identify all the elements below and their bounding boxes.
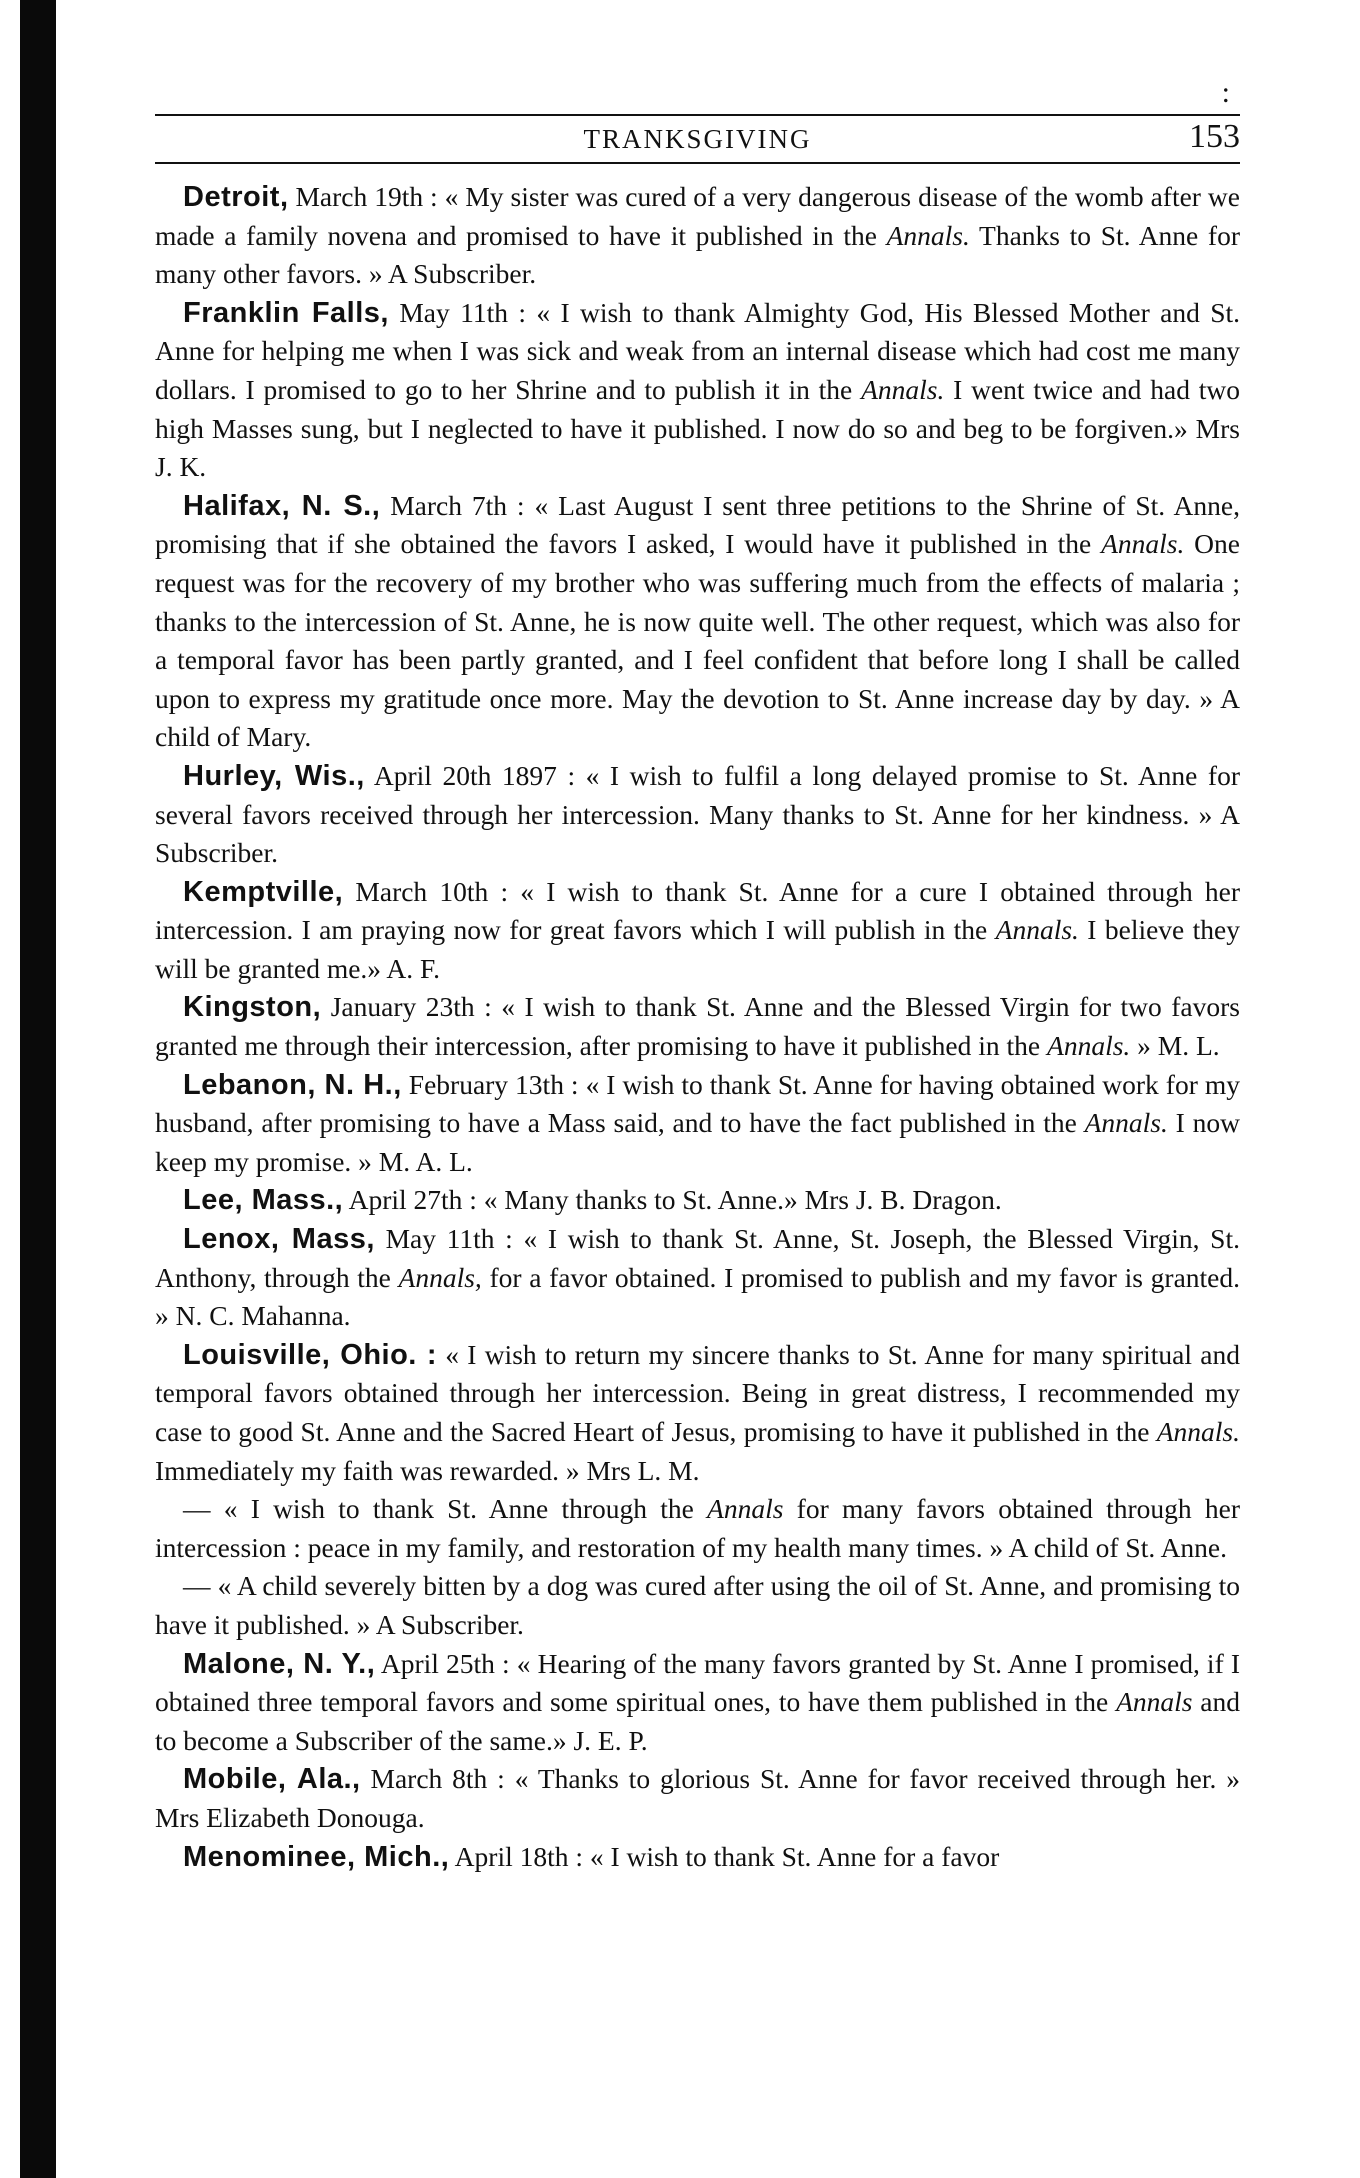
thanksgiving-entry	[155, 1490, 1240, 1567]
entry-place: Detroit,	[183, 181, 289, 213]
thanksgiving-entry	[155, 178, 1240, 294]
entry-place: Halifax, N. S.,	[183, 489, 381, 522]
entry-text: May 11th : « I wish to thank St. Anne, St. Joseph, the Blessed Virgin, St. Anthony, through the	[155, 1223, 1240, 1293]
entry-text: May 11th : « I wish to thank Almighty God, His Blessed Mother and St. Anne for helping me when I was sick and weak from an internal disease which had cost me many dollars. I promised to go to her Shrine and to publish it in the	[155, 296, 1240, 405]
journal-title: Annals.	[1084, 1107, 1168, 1139]
journal-title: Annals.	[1156, 1416, 1240, 1447]
entry-text: April 27th : « Many thanks to St. Anne.» Mrs J. B. Dragon.	[343, 1184, 1002, 1216]
entry-place: Menominee, Mich.,	[183, 1840, 450, 1873]
header-rule-bottom	[155, 162, 1240, 164]
thanksgiving-entry	[155, 1760, 1240, 1837]
journal-title: Annals.	[1101, 528, 1185, 560]
entry-text: I now keep my promise. » M. A. L.	[155, 1107, 1240, 1177]
entry-text: and to become a Subscriber of the same.» J. E. P.	[155, 1686, 1240, 1756]
entry-text: — « A child severely bitten by a dog was cured after using the oil of St. Anne, and promising to have it published. » A Subscriber.	[155, 1570, 1240, 1640]
entry-text: I went twice and had two high Masses sung, but I neglected to have it published. I now do so and beg to be forgiven.» Mrs J. K.	[155, 373, 1240, 483]
entry-place: Franklin Falls,	[183, 296, 389, 329]
entry-text: February 13th : « I wish to thank St. Anne for having obtained work for my husband, after promising to have a Mass said, and to have the fact published in the	[155, 1068, 1240, 1139]
entry-text: I believe they will be granted me.» A. F.	[155, 914, 1240, 984]
page-number: 153	[1189, 118, 1240, 155]
entry-place: Louisville, Ohio. :	[183, 1338, 437, 1371]
entry-text: April 20th 1897 : « I wish to fulfil a long delayed promise to St. Anne for several favors received through her intercession. Many thanks to St. Anne for her kindness. » A Subscriber.	[155, 759, 1240, 869]
entry-place: Lebanon, N. H.,	[183, 1068, 402, 1101]
entry-text: April 18th : « I wish to thank St. Anne for a favor	[449, 1840, 1000, 1872]
book-page	[155, 70, 1240, 1876]
entry-place: Hurley, Wis.,	[183, 759, 365, 792]
thanksgiving-entry	[155, 1645, 1240, 1761]
journal-title: Annals.	[886, 219, 970, 251]
entry-text: Thanks to St. Anne for many other favors. » A Subscriber.	[155, 219, 1240, 290]
entry-text: « I wish to return my sincere thanks to St. Anne for many spiritual and temporal favors obtained through her intercession. Being in great distress, I recommended my case to good St. Anne and the Sacred Heart of Jesus, promising to have it published in the	[155, 1338, 1240, 1447]
entry-text: for many favors obtained through her intercession : peace in my family, and restoration of my health many times. » A child of St. Anne.	[155, 1493, 1240, 1563]
thanksgiving-entry	[155, 1567, 1240, 1644]
entry-place: Kemptville,	[183, 875, 344, 908]
entry-text: — « I wish to thank St. Anne through the	[183, 1493, 708, 1525]
entry-text: » M. L.	[1130, 1030, 1220, 1062]
entry-place: Malone, N. Y.,	[183, 1647, 376, 1680]
entries-list	[155, 178, 1240, 1876]
journal-title: Annals.	[995, 914, 1079, 946]
entry-place: Lee, Mass.,	[183, 1184, 344, 1217]
thanksgiving-entry	[155, 757, 1240, 873]
running-head	[155, 116, 1240, 162]
thanksgiving-entry	[155, 1336, 1240, 1490]
entry-place: Mobile, Ala.,	[183, 1763, 361, 1796]
thanksgiving-entry	[155, 294, 1240, 487]
entry-text: for a favor obtained. I promised to publish and my favor is granted. » N. C. Mahanna.	[155, 1261, 1241, 1332]
entry-text: March 7th : « Last August I sent three petitions to the Shrine of St. Anne, promising that if she obtained the favors I asked, I would have it published in the	[155, 489, 1240, 560]
journal-title: Annals.	[1047, 1030, 1131, 1062]
thanksgiving-entry	[155, 1066, 1240, 1182]
entry-text: March 19th : « My sister was cured of a very dangerous disease of the womb after we made a family novena and promised to have it published in the	[155, 181, 1240, 251]
thanksgiving-entry	[155, 487, 1240, 757]
entry-text: Immediately my faith was rewarded. » Mrs L. M.	[155, 1454, 700, 1486]
entry-text: March 10th : « I wish to thank St. Anne for a cure I obtained through her intercession. I am praying now for great favors which I will publish in the	[155, 875, 1240, 946]
thanksgiving-entry	[155, 1838, 1240, 1877]
running-title: TRANKSGIVING	[583, 124, 812, 154]
entry-text: January 23th : « I wish to thank St. Anne and the Blessed Virgin for two favors granted me through their intercession, after promising to have it published in the	[155, 991, 1240, 1062]
entry-text: One request was for the recovery of my brother who was suffering much from the effects of malaria ; thanks to the intercession of St. Anne, he is now quite well. The other request, which was also for a temporal favor has been partly granted, and I feel confident that before long I shall be called upon to express my gratitude once more. May the devotion to St. Anne increase day by day. » A child of Mary.	[155, 528, 1240, 753]
entry-place: Kingston,	[183, 991, 322, 1024]
journal-title: Annals	[707, 1493, 784, 1525]
thanksgiving-entry	[155, 1181, 1240, 1220]
thanksgiving-entry	[155, 873, 1240, 989]
entry-text: March 8th : « Thanks to glorious St. Anne for favor received through her. » Mrs Elizabeth Donouga.	[155, 1763, 1240, 1833]
thanksgiving-entry	[155, 1220, 1240, 1336]
journal-title: Annals,	[398, 1261, 482, 1293]
thanksgiving-entry	[155, 988, 1240, 1065]
entry-text: April 25th : « Hearing of the many favors granted by St. Anne I promised, if I obtained three temporal favors and some spiritual ones, to have them published in the	[155, 1647, 1240, 1718]
entry-place: Lenox, Mass,	[183, 1223, 375, 1256]
journal-title: Annals.	[861, 373, 945, 405]
binding-edge	[20, 0, 56, 2178]
margin-mark: :	[1221, 76, 1230, 109]
journal-title: Annals	[1116, 1686, 1193, 1718]
